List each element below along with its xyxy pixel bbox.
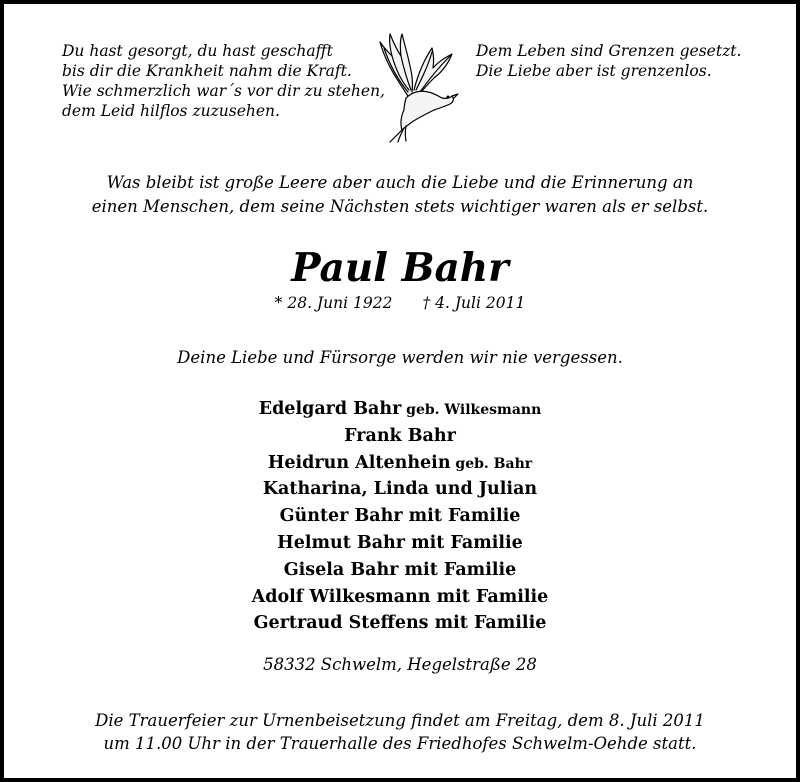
mourner-name: Gertraud Steffens mit Familie bbox=[253, 613, 547, 634]
quote bbox=[4, 171, 796, 219]
dove-icon bbox=[368, 26, 464, 144]
mourner-name: Günter Bahr mit Familie bbox=[279, 506, 521, 527]
mourner-suffix: geb. Bahr bbox=[450, 455, 533, 472]
mourner-suffix: geb. Wilkesmann bbox=[401, 402, 542, 418]
mourner-row bbox=[4, 610, 796, 637]
mourner-row bbox=[4, 584, 796, 611]
mourners-list bbox=[4, 396, 796, 637]
death-date: † 4. Juli 2011 bbox=[422, 294, 526, 312]
notice-line: Die Trauerfeier zur Urnenbeisetzung findet am Freitag, dem 8. Juli 2011 bbox=[95, 711, 705, 730]
quote-line: einen Menschen, dem seine Nächsten stets wichtiger waren als er selbst. bbox=[91, 197, 709, 216]
mourner-row bbox=[4, 557, 796, 584]
poem-right-line: Dem Leben sind Grenzen gesetzt. bbox=[476, 42, 742, 60]
mourner-row bbox=[4, 503, 796, 530]
notice-line: um 11.00 Uhr in der Trauerhalle des Friedhofes Schwelm-Oehde statt. bbox=[103, 734, 697, 753]
mourner-name: Adolf Wilkesmann mit Familie bbox=[251, 586, 549, 607]
mourner-row bbox=[4, 423, 796, 450]
mourner-row bbox=[4, 530, 796, 557]
funeral-notice bbox=[4, 709, 796, 755]
quote-line: Was bleibt ist große Leere aber auch die Liebe und die Erinnerung an bbox=[106, 173, 694, 192]
mourner-row bbox=[4, 396, 796, 423]
mourner-name: Gisela Bahr mit Familie bbox=[283, 559, 517, 580]
poem-left-line: bis dir die Krankheit nahm die Kraft. bbox=[62, 62, 352, 80]
poem-right-line: Die Liebe aber ist grenzenlos. bbox=[476, 62, 712, 80]
poem-left-line: Wie schmerzlich war´s vor dir zu stehen, bbox=[62, 82, 385, 100]
poem-left-line: dem Leid hilflos zuzusehen. bbox=[62, 102, 280, 120]
mourner-name: Helmut Bahr mit Familie bbox=[277, 532, 523, 553]
mourner-name: Frank Bahr bbox=[344, 425, 456, 446]
address: 58332 Schwelm, Hegelstraße 28 bbox=[263, 655, 537, 674]
mourner-name: Edelgard Bahr bbox=[258, 399, 402, 419]
deceased-name: Paul Bahr bbox=[291, 245, 509, 291]
mourner-name: Heidrun Altenhein bbox=[267, 452, 451, 473]
mourner-row bbox=[4, 476, 796, 503]
birth-date: * 28. Juni 1922 bbox=[274, 294, 393, 312]
tribute-line: Deine Liebe und Fürsorge werden wir nie vergessen. bbox=[177, 348, 623, 367]
poem-right bbox=[476, 41, 741, 81]
mourner-name: Katharina, Linda und Julian bbox=[262, 479, 538, 500]
poem-left bbox=[62, 41, 385, 121]
poem-left-line: Du hast gesorgt, du hast geschafft bbox=[62, 42, 333, 60]
life-dates bbox=[4, 292, 796, 314]
mourner-row bbox=[4, 450, 796, 477]
